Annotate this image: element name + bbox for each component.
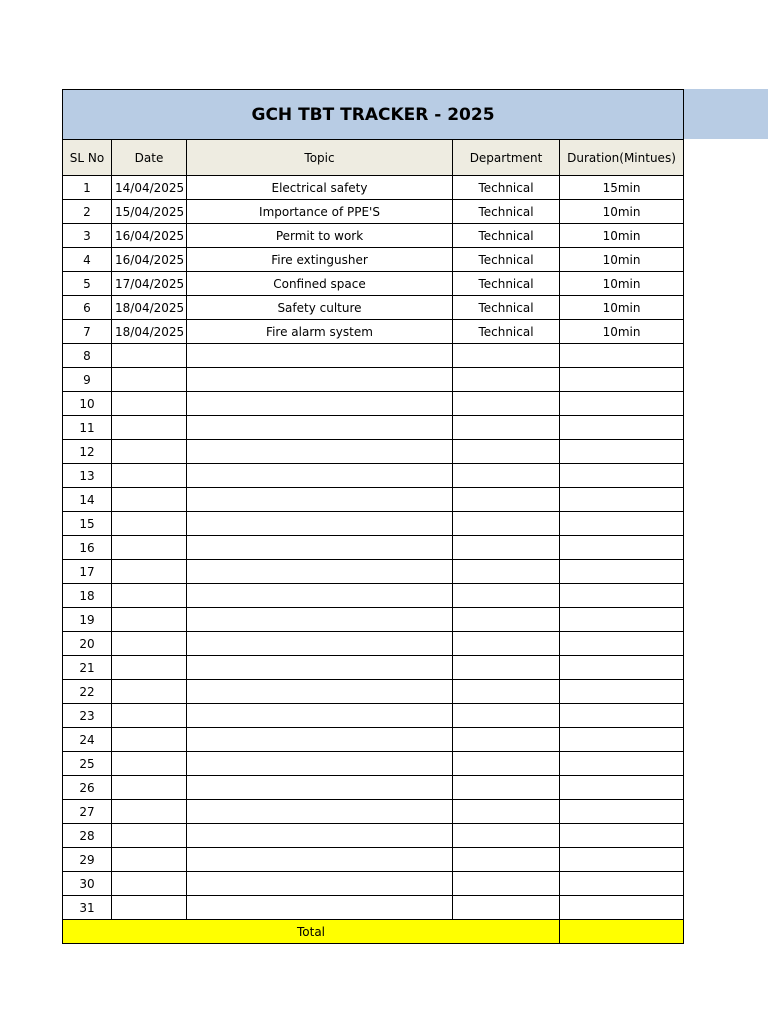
cell-department[interactable]: Technical — [453, 176, 560, 200]
table-row — [63, 488, 684, 512]
cell-topic[interactable] — [187, 752, 453, 776]
cell-sl-no[interactable]: 24 — [63, 728, 112, 752]
cell-topic[interactable]: Fire extingusher — [187, 248, 453, 272]
cell-date[interactable] — [112, 848, 187, 872]
cell-department[interactable] — [453, 344, 560, 368]
cell-sl-no[interactable]: 1 — [63, 176, 112, 200]
cell-topic[interactable]: Electrical safety — [187, 176, 453, 200]
cell-department[interactable] — [453, 488, 560, 512]
cell-topic[interactable] — [187, 464, 453, 488]
cell-sl-no[interactable]: 30 — [63, 872, 112, 896]
table-row — [63, 200, 684, 224]
cell-sl-no[interactable]: 18 — [63, 584, 112, 608]
cell-date[interactable] — [112, 776, 187, 800]
table-row — [63, 296, 684, 320]
cell-department[interactable]: Technical — [453, 224, 560, 248]
total-row — [63, 920, 684, 944]
table-row — [63, 248, 684, 272]
cell-duration[interactable] — [560, 776, 684, 800]
header-row — [63, 140, 684, 176]
cell-date[interactable]: 16/04/2025 — [112, 224, 187, 248]
cell-duration[interactable]: 10min — [560, 272, 684, 296]
cell-topic[interactable] — [187, 704, 453, 728]
table-row — [63, 728, 684, 752]
cell-sl-no[interactable]: 26 — [63, 776, 112, 800]
cell-department[interactable] — [453, 896, 560, 920]
cell-date[interactable] — [112, 536, 187, 560]
cell-duration[interactable] — [560, 416, 684, 440]
table-row — [63, 872, 684, 896]
cell-department[interactable] — [453, 872, 560, 896]
cell-topic[interactable] — [187, 848, 453, 872]
cell-topic[interactable] — [187, 560, 453, 584]
cell-topic[interactable] — [187, 656, 453, 680]
cell-department[interactable] — [453, 536, 560, 560]
cell-sl-no[interactable]: 11 — [63, 416, 112, 440]
cell-duration[interactable] — [560, 896, 684, 920]
cell-sl-no[interactable]: 17 — [63, 560, 112, 584]
table-row — [63, 800, 684, 824]
tbt-tracker-table — [62, 89, 684, 944]
cell-topic[interactable]: Safety culture — [187, 296, 453, 320]
cell-sl-no[interactable]: 5 — [63, 272, 112, 296]
total-label[interactable]: Total — [63, 920, 560, 944]
table-row — [63, 680, 684, 704]
cell-duration[interactable]: 10min — [560, 224, 684, 248]
cell-date[interactable]: 18/04/2025 — [112, 296, 187, 320]
cell-duration[interactable] — [560, 632, 684, 656]
cell-sl-no[interactable]: 8 — [63, 344, 112, 368]
cell-date[interactable] — [112, 800, 187, 824]
cell-topic[interactable] — [187, 368, 453, 392]
cell-duration[interactable]: 10min — [560, 320, 684, 344]
header-duration[interactable]: Duration(Mintues) — [560, 140, 684, 176]
title-band-extension — [682, 89, 768, 139]
table-row — [63, 224, 684, 248]
table-row — [63, 632, 684, 656]
cell-department[interactable]: Technical — [453, 320, 560, 344]
cell-date[interactable] — [112, 752, 187, 776]
cell-department[interactable] — [453, 416, 560, 440]
cell-department[interactable]: Technical — [453, 272, 560, 296]
cell-duration[interactable] — [560, 752, 684, 776]
cell-date[interactable]: 15/04/2025 — [112, 200, 187, 224]
cell-department[interactable] — [453, 608, 560, 632]
header-sl-no[interactable]: SL No — [63, 140, 112, 176]
cell-duration[interactable] — [560, 680, 684, 704]
cell-date[interactable]: 14/04/2025 — [112, 176, 187, 200]
cell-sl-no[interactable]: 10 — [63, 392, 112, 416]
cell-date[interactable] — [112, 512, 187, 536]
cell-department[interactable] — [453, 368, 560, 392]
cell-sl-no[interactable]: 25 — [63, 752, 112, 776]
cell-department[interactable]: Technical — [453, 248, 560, 272]
table-row — [63, 560, 684, 584]
cell-duration[interactable]: 15min — [560, 176, 684, 200]
cell-department[interactable] — [453, 704, 560, 728]
cell-date[interactable] — [112, 632, 187, 656]
cell-department[interactable] — [453, 776, 560, 800]
cell-date[interactable] — [112, 488, 187, 512]
cell-sl-no[interactable]: 29 — [63, 848, 112, 872]
cell-sl-no[interactable]: 12 — [63, 440, 112, 464]
cell-topic[interactable] — [187, 584, 453, 608]
cell-duration[interactable] — [560, 872, 684, 896]
cell-sl-no[interactable]: 16 — [63, 536, 112, 560]
cell-topic[interactable] — [187, 800, 453, 824]
cell-date[interactable] — [112, 704, 187, 728]
cell-duration[interactable]: 10min — [560, 200, 684, 224]
cell-sl-no[interactable]: 15 — [63, 512, 112, 536]
cell-topic[interactable]: Confined space — [187, 272, 453, 296]
cell-duration[interactable] — [560, 608, 684, 632]
cell-duration[interactable] — [560, 368, 684, 392]
cell-duration[interactable] — [560, 656, 684, 680]
table-row — [63, 392, 684, 416]
cell-date[interactable] — [112, 464, 187, 488]
cell-duration[interactable] — [560, 464, 684, 488]
cell-department[interactable] — [453, 728, 560, 752]
cell-department[interactable] — [453, 560, 560, 584]
cell-sl-no[interactable]: 31 — [63, 896, 112, 920]
table-row — [63, 824, 684, 848]
cell-date[interactable]: 17/04/2025 — [112, 272, 187, 296]
table-row — [63, 896, 684, 920]
cell-date[interactable] — [112, 392, 187, 416]
cell-topic[interactable] — [187, 824, 453, 848]
cell-duration[interactable] — [560, 488, 684, 512]
cell-date[interactable] — [112, 344, 187, 368]
cell-date[interactable] — [112, 824, 187, 848]
cell-duration[interactable] — [560, 560, 684, 584]
cell-department[interactable] — [453, 800, 560, 824]
table-row — [63, 368, 684, 392]
cell-topic[interactable] — [187, 392, 453, 416]
table-row — [63, 536, 684, 560]
cell-topic[interactable]: Importance of PPE'S — [187, 200, 453, 224]
cell-duration[interactable] — [560, 512, 684, 536]
table-row — [63, 320, 684, 344]
cell-sl-no[interactable]: 2 — [63, 200, 112, 224]
table-row — [63, 176, 684, 200]
sheet-title[interactable]: GCH TBT TRACKER - 2025 — [63, 90, 684, 140]
cell-sl-no[interactable]: 28 — [63, 824, 112, 848]
cell-date[interactable] — [112, 440, 187, 464]
cell-sl-no[interactable]: 4 — [63, 248, 112, 272]
cell-topic[interactable]: Permit to work — [187, 224, 453, 248]
table-row — [63, 776, 684, 800]
cell-topic[interactable] — [187, 728, 453, 752]
table-row — [63, 512, 684, 536]
table-row — [63, 272, 684, 296]
cell-date[interactable] — [112, 608, 187, 632]
cell-department[interactable] — [453, 440, 560, 464]
cell-date[interactable]: 18/04/2025 — [112, 320, 187, 344]
cell-department[interactable] — [453, 848, 560, 872]
cell-sl-no[interactable]: 22 — [63, 680, 112, 704]
cell-duration[interactable] — [560, 392, 684, 416]
cell-department[interactable]: Technical — [453, 296, 560, 320]
cell-department[interactable] — [453, 656, 560, 680]
cell-date[interactable] — [112, 560, 187, 584]
cell-department[interactable] — [453, 680, 560, 704]
cell-department[interactable] — [453, 512, 560, 536]
cell-topic[interactable]: Fire alarm system — [187, 320, 453, 344]
cell-topic[interactable] — [187, 512, 453, 536]
cell-department[interactable] — [453, 392, 560, 416]
table-row — [63, 704, 684, 728]
cell-topic[interactable] — [187, 416, 453, 440]
table-row — [63, 848, 684, 872]
cell-duration[interactable] — [560, 344, 684, 368]
cell-sl-no[interactable]: 27 — [63, 800, 112, 824]
cell-department[interactable] — [453, 464, 560, 488]
cell-sl-no[interactable]: 7 — [63, 320, 112, 344]
cell-topic[interactable] — [187, 896, 453, 920]
table-body — [63, 176, 684, 920]
cell-duration[interactable] — [560, 584, 684, 608]
total-value-cell[interactable] — [560, 920, 684, 944]
cell-sl-no[interactable]: 14 — [63, 488, 112, 512]
cell-duration[interactable] — [560, 440, 684, 464]
cell-sl-no[interactable]: 20 — [63, 632, 112, 656]
cell-date[interactable] — [112, 656, 187, 680]
cell-date[interactable] — [112, 368, 187, 392]
cell-sl-no[interactable]: 3 — [63, 224, 112, 248]
cell-topic[interactable] — [187, 608, 453, 632]
table-row — [63, 464, 684, 488]
cell-department[interactable] — [453, 632, 560, 656]
cell-duration[interactable] — [560, 800, 684, 824]
cell-topic[interactable] — [187, 632, 453, 656]
cell-date[interactable] — [112, 728, 187, 752]
table-row — [63, 584, 684, 608]
cell-date[interactable]: 16/04/2025 — [112, 248, 187, 272]
cell-department[interactable] — [453, 752, 560, 776]
cell-topic[interactable] — [187, 344, 453, 368]
table-row — [63, 656, 684, 680]
cell-date[interactable] — [112, 416, 187, 440]
cell-topic[interactable] — [187, 872, 453, 896]
cell-date[interactable] — [112, 896, 187, 920]
cell-topic[interactable] — [187, 440, 453, 464]
cell-date[interactable] — [112, 680, 187, 704]
table-row — [63, 416, 684, 440]
header-topic[interactable]: Topic — [187, 140, 453, 176]
cell-topic[interactable] — [187, 488, 453, 512]
cell-sl-no[interactable]: 9 — [63, 368, 112, 392]
table-row — [63, 344, 684, 368]
cell-duration[interactable]: 10min — [560, 248, 684, 272]
cell-sl-no[interactable]: 6 — [63, 296, 112, 320]
cell-duration[interactable]: 10min — [560, 296, 684, 320]
cell-duration[interactable] — [560, 704, 684, 728]
table-row — [63, 440, 684, 464]
cell-topic[interactable] — [187, 536, 453, 560]
cell-sl-no[interactable]: 13 — [63, 464, 112, 488]
header-date[interactable]: Date — [112, 140, 187, 176]
cell-sl-no[interactable]: 21 — [63, 656, 112, 680]
cell-department[interactable]: Technical — [453, 200, 560, 224]
header-department[interactable]: Department — [453, 140, 560, 176]
cell-duration[interactable] — [560, 848, 684, 872]
table-row — [63, 752, 684, 776]
cell-date[interactable] — [112, 584, 187, 608]
cell-duration[interactable] — [560, 824, 684, 848]
cell-date[interactable] — [112, 872, 187, 896]
cell-duration[interactable] — [560, 728, 684, 752]
table-row — [63, 608, 684, 632]
cell-topic[interactable] — [187, 776, 453, 800]
cell-department[interactable] — [453, 584, 560, 608]
cell-duration[interactable] — [560, 536, 684, 560]
cell-topic[interactable] — [187, 680, 453, 704]
cell-sl-no[interactable]: 23 — [63, 704, 112, 728]
cell-department[interactable] — [453, 824, 560, 848]
cell-sl-no[interactable]: 19 — [63, 608, 112, 632]
